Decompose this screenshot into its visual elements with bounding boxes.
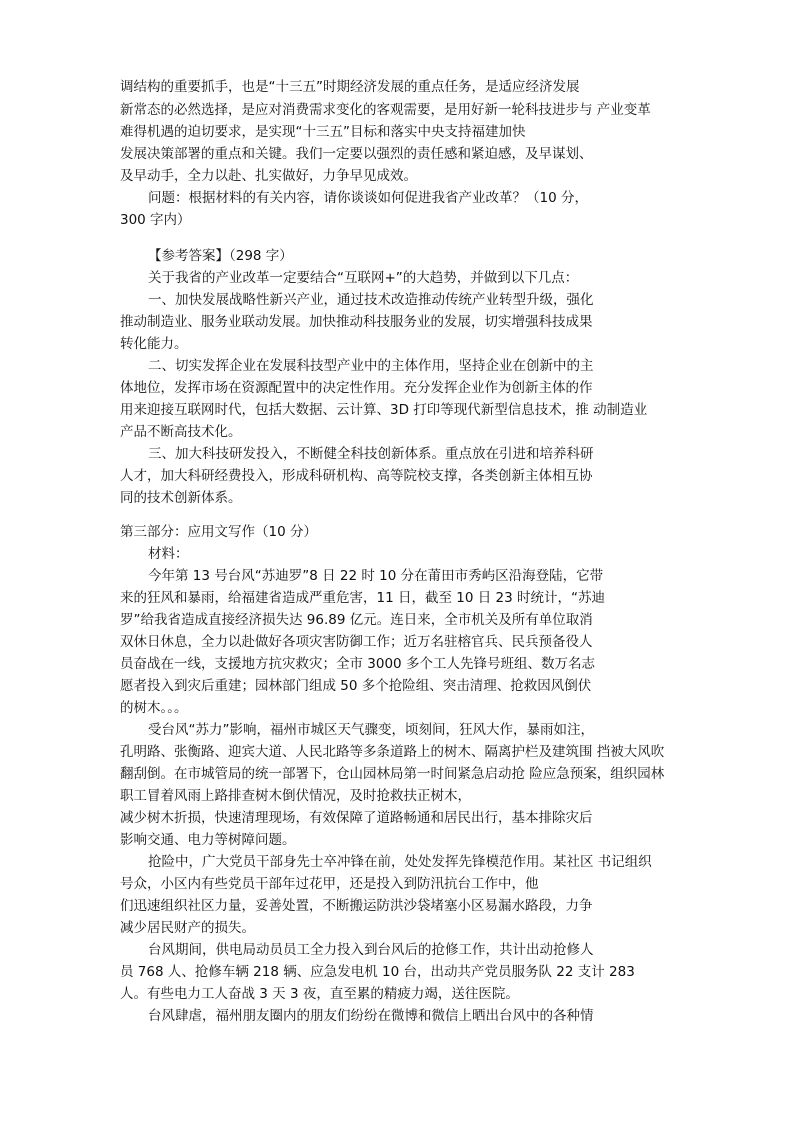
text-line: 人。有些电力工人奋战 3 天 3 夜，直至累的精疲力竭，送往医院。: [120, 986, 519, 1002]
answer-heading: 【参考答案】（298 字）: [148, 248, 293, 264]
text-line: 职工冒着风雨上路排查树木倒伏情况，及时抢救扶正树木，: [120, 788, 471, 804]
text-line: 人才，加大科研经费投入，形成科研机构、高等院校支撑，各类创新主体相互协: [120, 468, 593, 484]
text-line: 三、加大科技研发投入，不断健全科技创新体系。重点放在引进和培养科研: [148, 446, 594, 462]
text-line: 调结构的重要抓手，也是“十三五”时期经济发展的重点任务，是适应经济发展: [120, 79, 580, 95]
text-line: 愿者投入到灾后重建；园林部门组成 50 多个抢险组、突击清理、抢救因风倒伏: [120, 678, 592, 694]
text-line: 罗”给我省造成直接经济损失达 96.89 亿元。连日来，全市机关及所有单位取消: [120, 612, 593, 628]
text-line: 台风肆虐，福州朋友圈内的朋友们纷纷在微博和微信上晒出台风中的各种情: [148, 1008, 594, 1024]
text-line: 产品不断高技术化。: [120, 424, 242, 440]
section-heading: 第三部分：应用文写作（10 分）: [120, 524, 317, 540]
text-line: 用来迎接互联网时代，包括大数据、云计算、3D 打印等现代新型信息技术，推 动制造业: [120, 402, 648, 418]
text-line: 一、加快发展战略性新兴产业，通过技术改造推动传统产业转型升级，强化: [148, 292, 594, 308]
text-line: 孔明路、张衡路、迎宾大道、人民北路等多条道路上的树木、隔离护栏及建筑围 挡被大风吹: [120, 744, 665, 760]
text-line: 同的技术创新体系。: [120, 490, 242, 506]
text-line: 转化能力。: [120, 336, 188, 352]
text-line: 材料：: [148, 546, 189, 562]
text-line: 影响交通、电力等树障问题。: [120, 832, 296, 848]
text-line: 体地位，发挥市场在资源配置中的决定性作用。充分发挥企业作为创新主体的作: [120, 380, 593, 396]
text-line: 受台风“苏力”影响，福州市城区天气骤变，顷刻间，狂风大作，暴雨如注，: [148, 722, 594, 738]
text-line: 发展决策部署的重点和关键。我们一定要以强烈的责任感和紧迫感，及早谋划、: [120, 146, 593, 162]
text-line: 减少树木折损，快速清理现场，有效保障了道路畅通和居民出行，基本排除灾后: [120, 810, 593, 826]
text-line: 二、切实发挥企业在发展科技型产业中的主体作用，坚持企业在创新中的主: [148, 358, 594, 374]
question-line: 问题：根据材料的有关内容，请你谈谈如何促进我省产业改革？（10 分，: [148, 190, 588, 206]
text-line: 新常态的必然选择，是应对消费需求变化的客观需要，是用好新一轮科技进步与 产业变革: [120, 102, 651, 118]
text-line: 及早动手，全力以赴、扎实做好，力争早见成效。: [120, 168, 417, 184]
text-line: 台风期间，供电局动员员工全力投入到台风后的抢修工作，共计出动抢修人: [148, 942, 594, 958]
text-line: 抢险中，广大党员干部身先士卒冲锋在前，处处发挥先锋模范作用。某社区 书记组织: [148, 854, 652, 870]
text-line: 的树木。。。: [120, 700, 188, 716]
text-line: 减少居民财产的损失。: [120, 920, 255, 936]
text-line: 们迅速组织社区力量，妥善处置，不断搬运防洪沙袋堵塞小区易漏水路段，力争: [120, 898, 593, 914]
text-line: 双休日休息，全力以赴做好各项灾害防御工作；近万名驻榕官兵、民兵预备役人: [120, 634, 593, 650]
text-line: 员奋战在一线，支援地方抗灾救灾；全市 3000 多个工人先锋号班组、数万名志: [120, 656, 595, 672]
text-line: 关于我省的产业改革一定要结合“互联网+”的大趋势，并做到以下几点：: [148, 270, 579, 286]
text-line: 员 768 人、抢修车辆 218 辆、应急发电机 10 台，出动共产党员服务队 22 支计 283: [120, 964, 635, 980]
text-line: 今年第 13 号台风“苏迪罗”8 日 22 时 10 分在莆田市秀屿区沿海登陆，它带: [148, 568, 604, 584]
text-line: 推动制造业、服务业联动发展。加快推动科技服务业的发展，切实增强科技成果: [120, 314, 593, 330]
text-line: 难得机遇的迫切要求，是实现“十三五”目标和落实中央支持福建加快: [120, 124, 526, 140]
question-line: 300 字内）: [120, 212, 191, 228]
text-line: 号众，小区内有些党员干部年过花甲，还是投入到防汛抗台工作中，他: [120, 876, 539, 892]
text-line: 来的狂风和暴雨，给福建省造成严重危害，11 日，截至 10 日 23 时统计，“苏迪: [120, 590, 605, 606]
text-line: 翻刮倒。在市城管局的统一部署下，仓山园林局第一时间紧急启动抢 险应急预案，组织园林: [120, 766, 665, 782]
